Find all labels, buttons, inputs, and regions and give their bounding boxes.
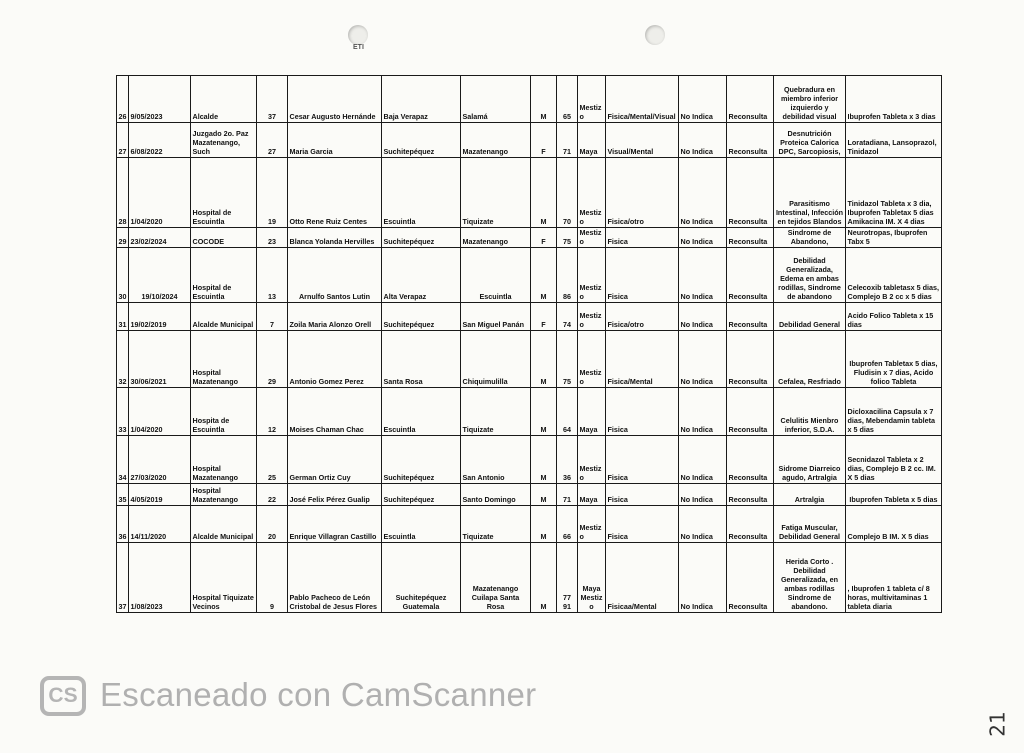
table-row (117, 248, 942, 303)
cell-diag: Fatiga Muscular, Debilidad General (774, 506, 846, 543)
cell-edad: 71 (557, 123, 578, 158)
cell-nombre: Enrique Villagran Castillo (288, 506, 382, 543)
table-row (117, 506, 942, 543)
cell-no: 32 (117, 331, 129, 388)
cell-etnia: Mestizo (578, 331, 606, 388)
camscanner-logo: CS (40, 676, 86, 716)
table-row (117, 228, 942, 248)
cell-tipo: Fisica (606, 484, 679, 506)
cell-edad-ref: 7 (257, 303, 288, 331)
cell-trat: Neurotropas, Ibuprofen Tabx 5 (846, 228, 942, 248)
cell-municipio: Santo Domingo (461, 484, 531, 506)
cell-trat: Loratadiana, Lansoprazol, Tinidazol (846, 123, 942, 158)
table-body (117, 76, 942, 613)
cell-trat: Ibuprofen Tabletax 5 dias, Fludisin x 7 dias, Acido folico Tableta (846, 331, 942, 388)
cell-tipo: Visual/Mental (606, 123, 679, 158)
cell-dato1: No Indica (679, 388, 727, 436)
cell-municipio: San Antonio (461, 436, 531, 484)
cell-fecha: 1/04/2020 (129, 388, 191, 436)
cell-etnia: Maya (578, 388, 606, 436)
cell-depto: Alta Verapaz (382, 248, 461, 303)
cell-depto: Suchitepéquez Guatemala (382, 543, 461, 613)
cell-edad: 65 (557, 76, 578, 123)
cell-fecha: 1/08/2023 (129, 543, 191, 613)
cell-municipio: San Miguel Panán (461, 303, 531, 331)
cell-estado: Reconsulta (727, 331, 774, 388)
cell-tipo: Fisica (606, 436, 679, 484)
cell-diag: Artralgia (774, 484, 846, 506)
cell-ref: Hospital de Escuintla (191, 158, 257, 228)
cell-ref: Hospital Mazatenango (191, 331, 257, 388)
cell-dato1: No Indica (679, 158, 727, 228)
cell-depto: Baja Verapaz (382, 76, 461, 123)
cell-diag: Parasitismo Intestinal, Infección en tejidos Blandos (774, 158, 846, 228)
table-row (117, 123, 942, 158)
cell-depto: Suchitepéquez (382, 436, 461, 484)
cell-diag: Desnutrición Proteica Calorica DPC, Sarcopiosis, (774, 123, 846, 158)
cell-dato1: No Indica (679, 331, 727, 388)
cell-estado: Reconsulta (727, 543, 774, 613)
cell-depto: Escuintla (382, 158, 461, 228)
cell-dato1: No Indica (679, 303, 727, 331)
cell-diag: Celulitis Mienbro inferior, S.D.A. (774, 388, 846, 436)
cell-edad: 86 (557, 248, 578, 303)
cell-nombre: Cesar Augusto Hernánde (288, 76, 382, 123)
cell-nombre: Antonio Gomez Perez (288, 331, 382, 388)
table-row (117, 388, 942, 436)
cell-etnia: Maya (578, 484, 606, 506)
cell-edad: 66 (557, 506, 578, 543)
table-row (117, 543, 942, 613)
cell-estado: Reconsulta (727, 506, 774, 543)
cell-edad-ref: 20 (257, 506, 288, 543)
cell-edad-ref: 22 (257, 484, 288, 506)
cell-trat: , Ibuprofen 1 tableta c/ 8 horas, multivitaminas 1 tableta diaria (846, 543, 942, 613)
cell-fecha: 30/06/2021 (129, 331, 191, 388)
cell-dato1: No Indica (679, 76, 727, 123)
cell-edad: 71 (557, 484, 578, 506)
cell-no: 30 (117, 248, 129, 303)
cell-estado: Reconsulta (727, 388, 774, 436)
cell-ref: Juzgado 2o. Paz Mazatenango, Such (191, 123, 257, 158)
cell-trat: Secnidazol Tableta x 2 dias, Complejo B 2 cc. IM. X 5 dias (846, 436, 942, 484)
punch-hole-left (348, 25, 368, 45)
cell-diag: Debilidad General (774, 303, 846, 331)
cell-trat: Celecoxib tabletasx 5 dias, Complejo B 2 cc x 5 dias (846, 248, 942, 303)
cell-etnia: Mestizo (578, 436, 606, 484)
cell-edad: 36 (557, 436, 578, 484)
page-number: 21 (985, 711, 1010, 737)
cell-municipio: Mazatenango (461, 228, 531, 248)
cell-etnia: Mestizo (578, 158, 606, 228)
cell-no: 26 (117, 76, 129, 123)
cell-estado: Reconsulta (727, 76, 774, 123)
cell-edad: 70 (557, 158, 578, 228)
cell-edad: 64 (557, 388, 578, 436)
hole-mark-text: ETI (353, 44, 364, 51)
cell-edad-ref: 25 (257, 436, 288, 484)
cell-municipio: Salamá (461, 76, 531, 123)
cell-nombre: José Felix Pérez Gualip (288, 484, 382, 506)
cell-municipio: Mazatenango (461, 123, 531, 158)
cell-sexo: M (531, 248, 557, 303)
cell-no: 27 (117, 123, 129, 158)
cell-tipo: Fisica/Mental (606, 331, 679, 388)
cell-municipio: Escuintla (461, 248, 531, 303)
cell-sexo: M (531, 436, 557, 484)
cell-fecha: 19/02/2019 (129, 303, 191, 331)
cell-dato1: No Indica (679, 248, 727, 303)
cell-edad-ref: 9 (257, 543, 288, 613)
cell-ref: Hospital Tiquizate Vecinos (191, 543, 257, 613)
cell-nombre: Maria Garcia (288, 123, 382, 158)
cell-no: 36 (117, 506, 129, 543)
cell-dato1: No Indica (679, 484, 727, 506)
cell-sexo: F (531, 228, 557, 248)
cell-sexo: M (531, 76, 557, 123)
cell-fecha: 19/10/2024 (129, 248, 191, 303)
cell-tipo: Fisica (606, 248, 679, 303)
cell-edad-ref: 23 (257, 228, 288, 248)
cell-etnia: Mestizo (578, 506, 606, 543)
cell-trat: Complejo B IM. X 5 dias (846, 506, 942, 543)
cell-fecha: 27/03/2020 (129, 436, 191, 484)
cell-ref: Hospital Mazatenango (191, 436, 257, 484)
cell-depto: Suchitepéquez (382, 303, 461, 331)
cell-fecha: 6/08/2022 (129, 123, 191, 158)
cell-diag: Quebradura en miembro inferior izquierdo y debilidad visual (774, 76, 846, 123)
patient-register-table (116, 75, 942, 613)
table-row (117, 158, 942, 228)
cell-municipio: Mazatenango Cuilapa Santa Rosa (461, 543, 531, 613)
cell-depto: Escuintla (382, 388, 461, 436)
cell-nombre: Blanca Yolanda Hervilles (288, 228, 382, 248)
cell-edad: 74 (557, 303, 578, 331)
cell-depto: Suchitepéquez (382, 123, 461, 158)
cell-tipo: Fisica/otro (606, 303, 679, 331)
cell-sexo: M (531, 484, 557, 506)
cell-trat: Ibuprofen Tableta x 5 dias (846, 484, 942, 506)
cell-fecha: 9/05/2023 (129, 76, 191, 123)
cell-no: 31 (117, 303, 129, 331)
cell-municipio: Chiquimulilla (461, 331, 531, 388)
cell-edad: 77 91 (557, 543, 578, 613)
cell-edad: 75 (557, 331, 578, 388)
cell-no: 35 (117, 484, 129, 506)
cell-estado: Reconsulta (727, 303, 774, 331)
cell-municipio: Tiquizate (461, 388, 531, 436)
camscanner-watermark: Escaneado con CamScanner (100, 676, 537, 713)
cell-ref: Alcalde Municipal (191, 303, 257, 331)
cell-dato1: No Indica (679, 506, 727, 543)
cell-nombre: Zoila Maria Alonzo Orell (288, 303, 382, 331)
cell-etnia: Mestizo (578, 248, 606, 303)
cell-edad: 75 (557, 228, 578, 248)
cell-edad-ref: 13 (257, 248, 288, 303)
cell-diag: Herida Corto . Debilidad Generalizada, en ambas rodillas Sindrome de abandono. (774, 543, 846, 613)
cell-estado: Reconsulta (727, 248, 774, 303)
cell-diag: Sidrome Diarreico agudo, Artralgia (774, 436, 846, 484)
table-row (117, 436, 942, 484)
cell-sexo: F (531, 303, 557, 331)
table-row (117, 76, 942, 123)
cell-trat: Tinidazol Tableta x 3 dia, Ibuprofen Tabletax 5 dias Amikacina IM. X 4 dias (846, 158, 942, 228)
cell-ref: Hospita de Escuintla (191, 388, 257, 436)
cell-ref: COCODE (191, 228, 257, 248)
cell-fecha: 14/11/2020 (129, 506, 191, 543)
cell-sexo: M (531, 388, 557, 436)
cell-edad-ref: 27 (257, 123, 288, 158)
cell-fecha: 23/02/2024 (129, 228, 191, 248)
cell-etnia: Maya (578, 123, 606, 158)
cell-estado: Reconsulta (727, 228, 774, 248)
cell-municipio: Tiquizate (461, 158, 531, 228)
cell-no: 33 (117, 388, 129, 436)
cell-diag: Debilidad Generalizada, Edema en ambas rodillas, Sindrome de abandono (774, 248, 846, 303)
cell-trat: Acido Folico Tableta x 15 dias (846, 303, 942, 331)
cell-no: 34 (117, 436, 129, 484)
cell-dato1: No Indica (679, 436, 727, 484)
cell-depto: Suchitepéquez (382, 228, 461, 248)
cell-no: 28 (117, 158, 129, 228)
cell-edad-ref: 37 (257, 76, 288, 123)
cell-tipo: Fisica (606, 228, 679, 248)
cell-tipo: Fisica/otro (606, 158, 679, 228)
cell-edad-ref: 12 (257, 388, 288, 436)
cell-trat: Ibuprofen Tableta x 3 dias (846, 76, 942, 123)
table-row (117, 484, 942, 506)
cell-fecha: 4/05/2019 (129, 484, 191, 506)
cell-dato1: No Indica (679, 123, 727, 158)
cell-diag: Cefalea, Resfriado (774, 331, 846, 388)
cell-ref: Hospital Mazatenango (191, 484, 257, 506)
table-row (117, 303, 942, 331)
cell-dato1: No Indica (679, 228, 727, 248)
cell-nombre: German Ortiz Cuy (288, 436, 382, 484)
table-row (117, 331, 942, 388)
punch-hole-right (645, 25, 665, 45)
cell-sexo: M (531, 543, 557, 613)
cell-ref: Alcalde (191, 76, 257, 123)
cell-no: 37 (117, 543, 129, 613)
cell-diag: Sindrome de Abandono, (774, 228, 846, 248)
cell-estado: Reconsulta (727, 123, 774, 158)
cell-sexo: M (531, 331, 557, 388)
cell-nombre: Otto Rene Ruiz Centes (288, 158, 382, 228)
cell-tipo: Fisica (606, 388, 679, 436)
cell-estado: Reconsulta (727, 436, 774, 484)
cell-trat: Dicloxacilina Capsula x 7 dias, Mebendamin tableta x 5 dias (846, 388, 942, 436)
cell-ref: Alcalde Municipal (191, 506, 257, 543)
cell-estado: Reconsulta (727, 484, 774, 506)
cell-etnia: Mestizo (578, 303, 606, 331)
cell-depto: Santa Rosa (382, 331, 461, 388)
cell-edad-ref: 29 (257, 331, 288, 388)
cell-depto: Escuintla (382, 506, 461, 543)
cell-sexo: F (531, 123, 557, 158)
cell-etnia: Maya Mestizo (578, 543, 606, 613)
cell-fecha: 1/04/2020 (129, 158, 191, 228)
cell-tipo: Fisica (606, 506, 679, 543)
cell-nombre: Moises Chaman Chac (288, 388, 382, 436)
cell-no: 29 (117, 228, 129, 248)
cell-sexo: M (531, 506, 557, 543)
cell-depto: Suchitepéquez (382, 484, 461, 506)
cell-tipo: Fisicaa/Mental (606, 543, 679, 613)
cell-sexo: M (531, 158, 557, 228)
cell-municipio: Tiquizate (461, 506, 531, 543)
cell-ref: Hospital de Escuintla (191, 248, 257, 303)
cell-edad-ref: 19 (257, 158, 288, 228)
cell-tipo: Fisica/Mental/Visual (606, 76, 679, 123)
cell-etnia: Mestizo (578, 228, 606, 248)
cell-estado: Reconsulta (727, 158, 774, 228)
cell-nombre: Pablo Pacheco de León Cristobal de Jesus Flores (288, 543, 382, 613)
cell-nombre: Arnulfo Santos Lutin (288, 248, 382, 303)
cell-dato1: No Indica (679, 543, 727, 613)
cell-etnia: Mestizo (578, 76, 606, 123)
